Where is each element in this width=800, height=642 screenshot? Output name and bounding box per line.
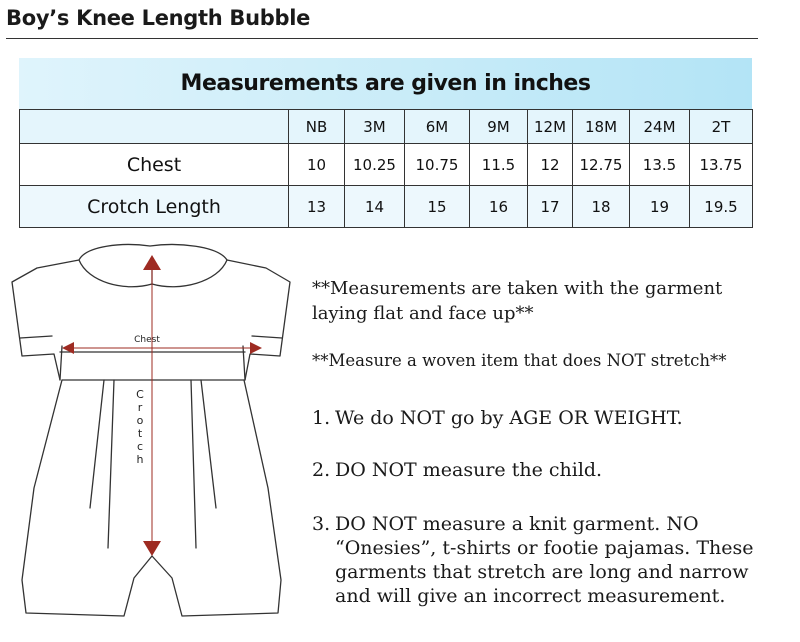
chest-right-arrow-icon bbox=[250, 342, 262, 354]
crotch-value-cell: 15 bbox=[405, 186, 470, 228]
size-chart-heading: Measurements are given in inches bbox=[19, 58, 752, 109]
crotch-length-row bbox=[20, 186, 753, 228]
chest-value-cell: 13.5 bbox=[630, 144, 690, 186]
crotch-value-cell: 19 bbox=[630, 186, 690, 228]
crotch-bottom-arrow-icon bbox=[143, 541, 161, 556]
chest-value-cell: 10 bbox=[289, 144, 345, 186]
size-header-row bbox=[20, 110, 753, 144]
instruction-text: We do NOT go by AGE OR WEIGHT. bbox=[335, 407, 683, 429]
chest-value-cell: 12 bbox=[528, 144, 573, 186]
size-chart bbox=[19, 58, 752, 226]
chest-row bbox=[20, 144, 753, 186]
crotch-value-cell: 14 bbox=[345, 186, 405, 228]
note-woven-item: **Measure a woven item that does NOT stretch** bbox=[312, 351, 727, 370]
chest-value-cell: 12.75 bbox=[573, 144, 630, 186]
row-label-chest: Chest bbox=[20, 144, 289, 186]
instruction-number: 2. bbox=[312, 459, 331, 481]
instruction-number: 3. bbox=[312, 513, 331, 535]
chest-value-cell: 10.25 bbox=[345, 144, 405, 186]
chest-value-cell: 11.5 bbox=[470, 144, 528, 186]
garment-measurement-diagram bbox=[4, 238, 300, 638]
size-header-cell: 3M bbox=[345, 110, 405, 144]
size-header-cell: NB bbox=[289, 110, 345, 144]
crotch-value-cell: 17 bbox=[528, 186, 573, 228]
romper-outline bbox=[12, 245, 290, 616]
instruction-item bbox=[312, 458, 780, 482]
instruction-text: DO NOT measure a knit garment. NO “Onesies”, t-shirts or footie pajamas. These garments that stretch are long and narrow and will give an incorrect measurement. bbox=[335, 513, 754, 607]
instruction-item bbox=[312, 406, 780, 430]
title-divider bbox=[6, 38, 758, 39]
crotch-value-cell: 19.5 bbox=[690, 186, 753, 228]
size-header-cell: 18M bbox=[573, 110, 630, 144]
crotch-label-text: C r o t c h bbox=[136, 388, 144, 466]
size-header-cell: 24M bbox=[630, 110, 690, 144]
instruction-text: DO NOT measure the child. bbox=[335, 459, 603, 481]
crotch-top-arrow-icon bbox=[143, 255, 161, 270]
chest-label: Chest bbox=[134, 335, 160, 345]
size-header-cell: 6M bbox=[405, 110, 470, 144]
size-header-cell: 12M bbox=[528, 110, 573, 144]
size-chart-table bbox=[19, 109, 753, 228]
chest-value-cell: 10.75 bbox=[405, 144, 470, 186]
row-label-crotch-length: Crotch Length bbox=[20, 186, 289, 228]
crotch-value-cell: 13 bbox=[289, 186, 345, 228]
page-title: Boy’s Knee Length Bubble bbox=[6, 6, 311, 30]
size-header-cell: 2T bbox=[690, 110, 753, 144]
chest-value-cell: 13.75 bbox=[690, 144, 753, 186]
crotch-value-cell: 16 bbox=[470, 186, 528, 228]
crotch-value-cell: 18 bbox=[573, 186, 630, 228]
instruction-item bbox=[312, 512, 780, 608]
header-corner-cell bbox=[20, 110, 289, 144]
size-header-cell: 9M bbox=[470, 110, 528, 144]
instruction-number: 1. bbox=[312, 407, 331, 429]
note-garment-flat: **Measurements are taken with the garment laying flat and face up** bbox=[312, 278, 723, 324]
